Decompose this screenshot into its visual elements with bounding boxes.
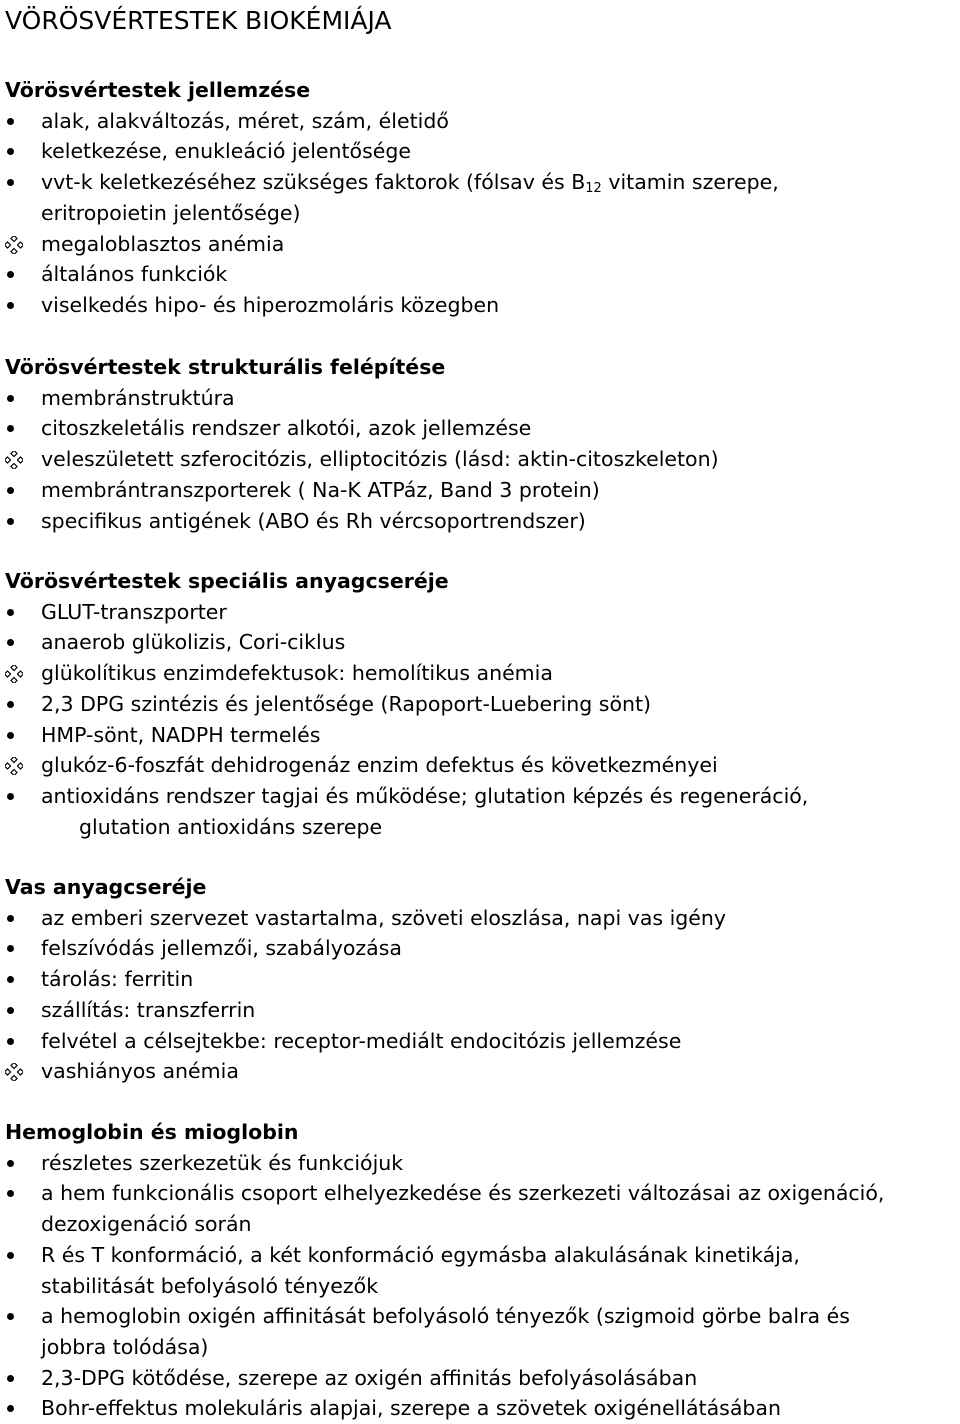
bullet-dot: [7, 302, 14, 309]
bullet-dot: [7, 395, 14, 402]
list-item: [5, 475, 960, 506]
list-item-continuation-text: dezoxigenáció során: [41, 1212, 252, 1237]
section-heading: Vas anyagcseréje: [5, 875, 207, 899]
list-item-text: glukóz-6-foszfát dehidrogenáz enzim defektus és következményei: [41, 753, 718, 778]
bullet-dot-icon: [5, 383, 25, 414]
bullet-dot: [7, 179, 14, 186]
bullet-dot: [7, 639, 14, 646]
bullet-dot: [7, 793, 14, 800]
list-item-text: GLUT-transzporter: [41, 599, 227, 624]
list-item-text: vashiányos anémia: [41, 1059, 239, 1084]
list-item-text: szállítás: transzferrin: [41, 997, 256, 1022]
bullet-dot: [7, 487, 14, 494]
bullet-dot-icon: [5, 290, 25, 321]
four-diamond-bullet-icon: [5, 229, 25, 260]
list-item-continuation-text: glutation antioxidáns szerepe: [79, 814, 383, 839]
list-item-text: részletes szerkezetük és funkciójuk: [41, 1150, 404, 1175]
list-item: [5, 781, 960, 812]
list-item-text: veleszületett szferocitózis, elliptocitózis (lásd: aktin-citoszkeleton): [41, 447, 719, 472]
list-item: [5, 964, 960, 995]
list-item-text-part: vitamin szerepe,: [601, 170, 779, 195]
list-item: [5, 933, 960, 964]
list-item-continuation: [5, 812, 960, 843]
bullet-dot: [7, 1038, 14, 1045]
list-item: [5, 106, 960, 137]
bullet-dot: [7, 518, 14, 525]
bullet-dot-icon: [5, 627, 25, 658]
list-item: [5, 627, 960, 658]
bullet-dot-icon: [5, 1148, 25, 1179]
bullet-dot: [7, 1313, 14, 1320]
bullet-dot-icon: [5, 933, 25, 964]
list-item-text: 2,3 DPG szintézis és jelentősége (Rapoport-Luebering sönt): [41, 691, 652, 716]
list-item: [5, 1301, 960, 1332]
list-item-text: anaerob glükolizis, Cori-ciklus: [41, 630, 346, 655]
bullet-dot-icon: [5, 597, 25, 628]
subscript-number: 12: [585, 181, 602, 197]
bullet-dot-icon: [5, 413, 25, 444]
four-diamond-bullet-icon: [5, 750, 25, 781]
bullet-dot-icon: [5, 1178, 25, 1209]
list-item-text: felvétel a célsejtekbe: receptor-mediált endocitózis jellemzése: [41, 1028, 682, 1053]
list-item-text: 2,3-DPG kötődése, szerepe az oxigén affinitás befolyásolásában: [41, 1365, 698, 1390]
bullet-dot-icon: [5, 167, 25, 198]
list-item: [5, 720, 960, 751]
list-item-text: keletkezése, enukleáció jelentősége: [41, 139, 412, 164]
list-item: [5, 1026, 960, 1057]
list-item-text: antioxidáns rendszer tagjai és működése; glutation képzés és regeneráció,: [41, 783, 809, 808]
list-item: [5, 1393, 960, 1424]
list-item-text: Bohr-effektus molekuláris alapjai, szerepe a szövetek oxigénellátásában: [41, 1396, 781, 1421]
list-item-text: alak, alakváltozás, méret, szám, életidő: [41, 108, 449, 133]
list-item-text: megaloblasztos anémia: [41, 231, 285, 256]
section-heading: Vörösvértestek speciális anyagcseréje: [5, 569, 449, 593]
section-heading: Hemoglobin és mioglobin: [5, 1120, 299, 1144]
list-item-continuation-text: jobbra tolódása): [41, 1334, 209, 1359]
list-item-text: felszívódás jellemzői, szabályozása: [41, 936, 402, 961]
list-item: [5, 750, 960, 781]
list-item: [5, 903, 960, 934]
list-item: [5, 1148, 960, 1179]
list-item: [5, 444, 960, 475]
list-item-text: glükolítikus enzimdefektusok: hemolítikus anémia: [41, 661, 553, 686]
bullet-dot: [7, 148, 14, 155]
document-title: VÖRÖSVÉRTESTEK BIOKÉMIÁJA: [5, 6, 392, 35]
list-item: [5, 995, 960, 1026]
list-item-continuation-text: eritropoietin jelentősége): [41, 200, 301, 225]
list-item-text: R és T konformáció, a két konformáció egymásba alakulásának kinetikája,: [41, 1242, 800, 1267]
list-item: [5, 229, 960, 260]
list-item-text: viselkedés hipo- és hiperozmoláris közegben: [41, 292, 500, 317]
list-item: [5, 383, 960, 414]
list-item-text: általános funkciók: [41, 262, 228, 287]
list-item: [5, 1240, 960, 1271]
list-item: [5, 689, 960, 720]
bullet-dot: [7, 701, 14, 708]
list-item: [5, 506, 960, 537]
list-item-text: tárolás: ferritin: [41, 967, 194, 992]
bullet-dot-icon: [5, 995, 25, 1026]
bullet-dot: [7, 1160, 14, 1167]
bullet-dot: [7, 732, 14, 739]
list-item-text: a hem funkcionális csoport elhelyezkedése és szerkezeti változásai az oxigenáció,: [41, 1181, 885, 1206]
list-item: [5, 413, 960, 444]
four-diamond-bullet-icon: [5, 444, 25, 475]
bullet-dot-icon: [5, 506, 25, 537]
list-item: [5, 658, 960, 689]
list-item-continuation: [5, 1332, 960, 1363]
four-diamond-bullet-icon: [5, 658, 25, 689]
list-item: [5, 597, 960, 628]
bullet-dot: [7, 1252, 14, 1259]
list-item-text: membrántranszporterek ( Na-K ATPáz, Band 3 protein): [41, 477, 600, 502]
bullet-dot-icon: [5, 1026, 25, 1057]
list-item: [5, 1178, 960, 1209]
bullet-dot: [7, 425, 14, 432]
bullet-dot: [7, 1375, 14, 1382]
list-item: [5, 259, 960, 290]
list-item-text: HMP-sönt, NADPH termelés: [41, 722, 321, 747]
list-item: [5, 136, 960, 167]
bullet-dot-icon: [5, 1393, 25, 1424]
bullet-dot-icon: [5, 259, 25, 290]
bullet-dot: [7, 118, 14, 125]
list-item: [5, 1363, 960, 1394]
bullet-dot-icon: [5, 781, 25, 812]
section-heading: Vörösvértestek jellemzése: [5, 78, 311, 102]
bullet-dot: [7, 1190, 14, 1197]
bullet-dot-icon: [5, 1301, 25, 1332]
list-item: [5, 290, 960, 321]
list-item-text: az emberi szervezet vastartalma, szöveti eloszlása, napi vas igény: [41, 905, 727, 930]
bullet-dot-icon: [5, 903, 25, 934]
bullet-dot: [7, 1007, 14, 1014]
bullet-dot: [7, 1405, 14, 1412]
list-item-continuation-text: stabilitását befolyásoló tényezők: [41, 1273, 379, 1298]
bullet-dot: [7, 915, 14, 922]
list-item-text: specifikus antigének (ABO és Rh vércsoportrendszer): [41, 508, 586, 533]
bullet-dot: [7, 271, 14, 278]
list-item-text: a hemoglobin oxigén affinitását befolyásoló tényezők (szigmoid görbe balra és: [41, 1304, 850, 1329]
bullet-dot-icon: [5, 1363, 25, 1394]
list-item-text: membránstruktúra: [41, 385, 235, 410]
bullet-dot: [7, 976, 14, 983]
list-item: [5, 1056, 960, 1087]
bullet-dot-icon: [5, 720, 25, 751]
list-item-continuation: [5, 198, 960, 229]
list-item-continuation: [5, 1271, 960, 1302]
bullet-dot-icon: [5, 106, 25, 137]
list-item-continuation: [5, 1209, 960, 1240]
bullet-dot-icon: [5, 964, 25, 995]
bullet-dot: [7, 609, 14, 616]
section-heading: Vörösvértestek strukturális felépítése: [5, 355, 446, 379]
bullet-dot-icon: [5, 475, 25, 506]
list-item-text-part: vvt-k keletkezéséhez szükséges faktorok (fólsav és B: [41, 170, 586, 195]
four-diamond-bullet-icon: [5, 1056, 25, 1087]
bullet-dot-icon: [5, 1240, 25, 1271]
bullet-dot: [7, 945, 14, 952]
list-item-text: citoszkeletális rendszer alkotói, azok jellemzése: [41, 416, 532, 441]
bullet-dot-icon: [5, 689, 25, 720]
bullet-dot-icon: [5, 136, 25, 167]
